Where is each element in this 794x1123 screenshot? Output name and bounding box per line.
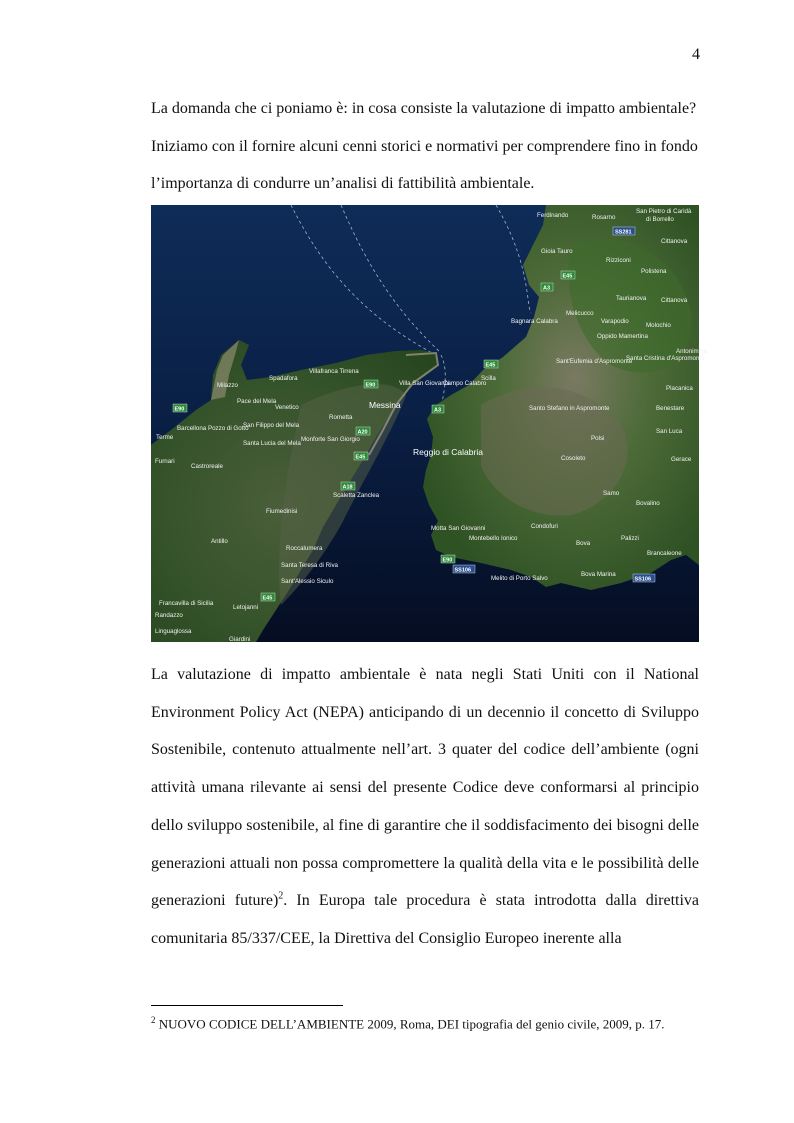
place-label: Cosoleto — [561, 455, 586, 462]
road-shield-label: E90 — [365, 382, 376, 389]
place-label: Pace del Mela — [237, 398, 277, 405]
place-label: Rometta — [329, 414, 353, 421]
intro-paragraph — [151, 90, 699, 203]
place-label: Bagnara Calabra — [511, 318, 558, 325]
body-text-continued: . In Europa tale procedura è stata introdotta dalla direttiva comunitaria 85/337/CEE, la Direttiva del Consiglio Europeo inerente alla — [151, 892, 700, 947]
place-label: Roccalumera — [286, 545, 323, 552]
road-shield-label: SS106 — [454, 567, 472, 574]
road-shield-label: E90 — [174, 406, 185, 413]
footnote-marker: 2 — [151, 1015, 156, 1025]
place-label: Campo Calabro — [443, 380, 487, 387]
place-label: Samo — [603, 490, 620, 497]
place-label: Santa Teresa di Riva — [281, 562, 338, 569]
road-shield-label: A18 — [342, 484, 353, 491]
place-label: Spadafora — [269, 375, 298, 382]
place-label: di Borrello — [646, 216, 674, 223]
satellite-map-image — [151, 205, 707, 643]
road-shield-label: A3 — [543, 285, 551, 292]
map-drawing — [151, 205, 707, 643]
body-paragraph — [151, 656, 699, 958]
place-label: Bovalino — [636, 500, 660, 507]
road-shield-label: SS106 — [634, 576, 652, 583]
body-text: La valutazione di impatto ambientale è nata negli Stati Uniti con il National Environment Policy Act (NEPA) anticipando di un decennio il concetto di Sviluppo Sostenibile, contenuto attualmente nell’art. 3 quater del codice dell’ambiente (ogni attività umana rilevante ai sensi del presente Codice deve conformarsi al principio dello sviluppo sostenibile, al fine di garantire che il soddisfacimento dei bisogni delle generazioni attuali non possa compromettere la qualità della vita e le possibilità delle generazioni future) — [151, 666, 699, 910]
intro-line: La domanda che ci poniamo è: in cosa consiste la valutazione di impatto ambientale? — [151, 100, 697, 117]
footnote-separator — [151, 1005, 343, 1006]
place-label: Condofuri — [531, 523, 558, 530]
place-label: Brancaleone — [647, 550, 682, 557]
place-label: Villafranca Tirrena — [309, 368, 359, 375]
road-shield-label: A3 — [434, 407, 442, 414]
road-shield-label: SS281 — [615, 229, 632, 236]
place-label: San Pietro di Caridà — [636, 208, 692, 215]
place-label: Molochio — [646, 322, 671, 329]
place-label: Terme — [156, 434, 174, 441]
place-label: Polistena — [641, 268, 667, 275]
footnote-reference[interactable]: 2 — [278, 890, 284, 902]
place-label: San Filippo del Mela — [243, 422, 300, 429]
road-shield-label: E45 — [562, 273, 573, 280]
place-label: Bova — [576, 540, 591, 547]
intro-line: l’importanza di condurre un’analisi di fattibilità ambientale. — [151, 175, 535, 192]
place-label: Taurianova — [616, 295, 647, 302]
road-shield-label: E45 — [485, 362, 496, 369]
place-label: Rizziconi — [606, 257, 631, 264]
place-label: Linguaglossa — [155, 628, 192, 635]
road-shield-label: E45 — [355, 454, 366, 461]
place-label: Varapodio — [601, 318, 629, 325]
place-label: Santa Lucia del Mela — [243, 440, 301, 447]
place-label: Monforte San Giorgio — [301, 436, 360, 443]
place-label: Santo Stefano in Aspromonte — [529, 405, 610, 412]
place-label-city: Messina — [369, 400, 401, 410]
intro-line: Iniziamo con il fornire alcuni cenni storici e normativi per comprendere fino in fondo — [151, 137, 698, 155]
place-label: Placanica — [666, 385, 693, 392]
page-number: 4 — [692, 46, 700, 63]
place-label: Letojanni — [233, 604, 259, 611]
place-label: Scaletta Zanclea — [333, 492, 380, 499]
place-label: San Luca — [656, 428, 683, 435]
place-label: Gioia Tauro — [541, 248, 573, 255]
place-label: Melito di Porto Salvo — [491, 575, 548, 582]
place-label: Antonimina — [676, 348, 707, 355]
place-label: Antillo — [211, 538, 228, 545]
place-label: Milazzo — [217, 382, 238, 389]
place-label: Polsi — [591, 435, 605, 442]
place-label: Montebello Ionico — [469, 535, 518, 542]
place-label: Benestare — [656, 405, 685, 412]
place-label: Rosarno — [592, 214, 616, 221]
place-label: Ferdinando — [537, 212, 569, 219]
place-label: Furnari — [155, 458, 175, 465]
place-label: Motta San Giovanni — [431, 525, 486, 532]
place-label: Sant'Alessio Siculo — [281, 578, 334, 585]
place-label: Francavilla di Sicilia — [159, 600, 214, 607]
place-label: Bova Marina — [581, 571, 616, 578]
place-label: Randazzo — [155, 612, 183, 619]
place-label: Melicucco — [566, 310, 594, 317]
place-label: Sant'Eufemia d'Aspromonte — [556, 358, 633, 365]
place-label: Villa San Giovanni — [399, 380, 450, 387]
road-shield-label: E90 — [442, 557, 453, 564]
place-label: Cittanova — [661, 238, 688, 245]
place-label: Santa Cristina d'Aspromonte — [626, 355, 705, 362]
place-label: Oppido Mamertina — [597, 333, 648, 340]
place-label: Castroreale — [191, 463, 223, 470]
road-shield-label: E45 — [262, 595, 273, 602]
footnote — [151, 1012, 711, 1032]
footnote-text: NUOVO CODICE DELL’AMBIENTE 2009, Roma, DEI tipografia del genio civile, 2009, p. 17. — [155, 1016, 665, 1032]
place-label: Cittanova — [661, 297, 688, 304]
place-label: Giardini — [229, 636, 251, 643]
road-shield-label: A20 — [357, 429, 368, 436]
place-label: Palizzi — [621, 535, 639, 542]
place-label-city: Reggio di Calabria — [413, 447, 483, 457]
place-label: Venetico — [275, 404, 299, 411]
place-label: Barcellona Pozzo di Gotto — [177, 425, 249, 432]
place-label: Gerace — [671, 456, 692, 463]
place-label: Fiumedinisi — [266, 508, 298, 515]
place-label: Scilla — [481, 375, 496, 382]
